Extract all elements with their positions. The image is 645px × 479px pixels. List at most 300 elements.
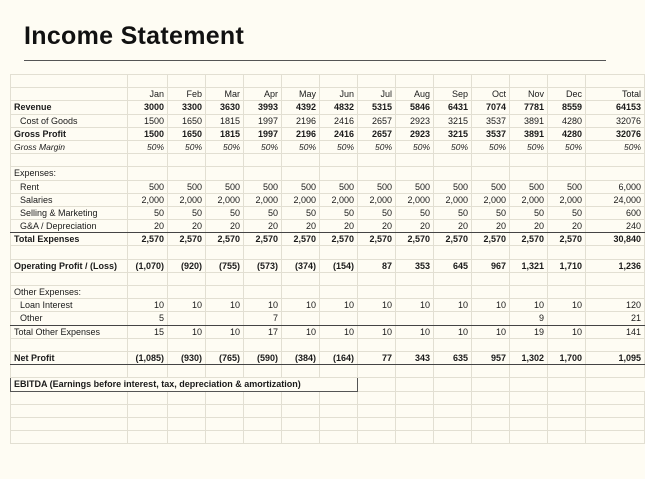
cell	[358, 431, 396, 444]
cell	[206, 365, 244, 378]
month-header: Dec	[548, 88, 586, 101]
cell	[586, 246, 645, 259]
cell	[396, 286, 434, 299]
cell: 500	[434, 180, 472, 193]
cell	[586, 75, 645, 88]
cell: 20	[434, 220, 472, 233]
cell	[128, 286, 168, 299]
cell: 20	[472, 220, 510, 233]
cell	[168, 391, 206, 404]
cell	[434, 404, 472, 417]
cell: 4832	[320, 101, 358, 114]
cell	[282, 365, 320, 378]
cell	[128, 391, 168, 404]
cell: 8559	[548, 101, 586, 114]
cell: 3891	[510, 114, 548, 127]
cell: 20	[206, 220, 244, 233]
cell	[206, 338, 244, 351]
cell: (930)	[168, 351, 206, 364]
month-header: Nov	[510, 88, 548, 101]
cell: 2657	[358, 127, 396, 140]
cell: 20	[128, 220, 168, 233]
month-header: Jul	[358, 88, 396, 101]
cell: 500	[320, 180, 358, 193]
cell: (765)	[206, 351, 244, 364]
cell	[358, 404, 396, 417]
cell: 500	[358, 180, 396, 193]
cell	[320, 286, 358, 299]
row-label	[11, 417, 128, 430]
table-row	[11, 325, 645, 338]
cell: 2,570	[282, 233, 320, 246]
cell: 50%	[282, 140, 320, 153]
cell: 50	[548, 206, 586, 219]
cell: 500	[510, 180, 548, 193]
blank-row	[11, 246, 645, 259]
cell: 2,570	[434, 233, 472, 246]
month-header: Mar	[206, 88, 244, 101]
table-row	[11, 378, 645, 391]
cell: (1,085)	[128, 351, 168, 364]
row-label: Gross Profit	[11, 127, 128, 140]
cell	[244, 246, 282, 259]
cell: 353	[396, 259, 434, 272]
cell	[586, 431, 645, 444]
cell	[358, 391, 396, 404]
cell	[282, 417, 320, 430]
cell	[244, 365, 282, 378]
cell: 10	[396, 325, 434, 338]
cell	[548, 75, 586, 88]
cell: 77	[358, 351, 396, 364]
table-row	[11, 220, 645, 233]
cell	[472, 246, 510, 259]
cell: 4392	[282, 101, 320, 114]
cell: (384)	[282, 351, 320, 364]
cell	[168, 338, 206, 351]
cell	[472, 391, 510, 404]
cell	[510, 404, 548, 417]
cell	[472, 431, 510, 444]
cell	[396, 167, 434, 180]
blank-row	[11, 272, 645, 285]
cell	[510, 431, 548, 444]
cell: 20	[510, 220, 548, 233]
table-row	[11, 193, 645, 206]
table-row	[11, 206, 645, 219]
row-label	[11, 246, 128, 259]
cell	[548, 272, 586, 285]
cell	[434, 272, 472, 285]
cell: 3215	[434, 114, 472, 127]
cell	[510, 167, 548, 180]
cell: 50	[510, 206, 548, 219]
cell	[206, 312, 244, 325]
cell	[282, 391, 320, 404]
cell	[548, 286, 586, 299]
cell: 500	[206, 180, 244, 193]
cell: 4280	[548, 127, 586, 140]
cell	[548, 312, 586, 325]
row-label: G&A / Depreciation	[11, 220, 128, 233]
blank-row	[11, 154, 645, 167]
table-row	[11, 312, 645, 325]
cell: 32076	[586, 127, 645, 140]
cell: 10	[206, 299, 244, 312]
cell	[396, 404, 434, 417]
row-label: Other	[11, 312, 128, 325]
cell	[396, 431, 434, 444]
month-header: May	[282, 88, 320, 101]
cell	[128, 338, 168, 351]
row-label: Gross Margin	[11, 140, 128, 153]
cell: (755)	[206, 259, 244, 272]
cell	[548, 365, 586, 378]
table-row	[11, 299, 645, 312]
cell: 20	[168, 220, 206, 233]
cell: 30,840	[586, 233, 645, 246]
cell: 957	[472, 351, 510, 364]
cell	[396, 75, 434, 88]
row-label: Total Other Expenses	[11, 325, 128, 338]
cell	[206, 404, 244, 417]
cell: 3993	[244, 101, 282, 114]
cell	[358, 378, 396, 391]
cell	[472, 75, 510, 88]
cell: 20	[320, 220, 358, 233]
row-label	[11, 431, 128, 444]
cell	[548, 246, 586, 259]
cell	[282, 404, 320, 417]
cell	[434, 338, 472, 351]
cell	[396, 417, 434, 430]
row-label	[11, 404, 128, 417]
cell	[548, 167, 586, 180]
cell	[434, 75, 472, 88]
cell	[586, 365, 645, 378]
cell: 120	[586, 299, 645, 312]
cell	[472, 286, 510, 299]
cell	[586, 417, 645, 430]
cell: 500	[548, 180, 586, 193]
cell: 50%	[206, 140, 244, 153]
cell: 2,000	[282, 193, 320, 206]
month-header: Aug	[396, 88, 434, 101]
cell: 1997	[244, 127, 282, 140]
row-label	[11, 391, 128, 404]
cell	[244, 404, 282, 417]
income-statement-table	[10, 74, 645, 444]
cell: 7074	[472, 101, 510, 114]
cell: 50	[168, 206, 206, 219]
month-header: Apr	[244, 88, 282, 101]
cell: 2,000	[168, 193, 206, 206]
cell: 2416	[320, 114, 358, 127]
cell: 7781	[510, 101, 548, 114]
cell: 21	[586, 312, 645, 325]
cell	[206, 431, 244, 444]
cell: 2,000	[396, 193, 434, 206]
cell: 6,000	[586, 180, 645, 193]
cell	[548, 378, 586, 391]
cell: 50%	[320, 140, 358, 153]
cell	[510, 365, 548, 378]
row-label	[11, 338, 128, 351]
cell	[128, 272, 168, 285]
cell: 2,570	[168, 233, 206, 246]
cell: 10	[548, 325, 586, 338]
cell: 2196	[282, 114, 320, 127]
row-label: Cost of Goods	[11, 114, 128, 127]
cell: 2,570	[510, 233, 548, 246]
cell: 3537	[472, 114, 510, 127]
row-label: Operating Profit / (Loss)	[11, 259, 128, 272]
cell	[472, 338, 510, 351]
cell: 10	[434, 325, 472, 338]
cell: 50%	[472, 140, 510, 153]
cell	[434, 417, 472, 430]
blank-row	[11, 365, 645, 378]
cell: 1650	[168, 127, 206, 140]
blank-row	[11, 431, 645, 444]
cell	[358, 417, 396, 430]
cell	[320, 365, 358, 378]
cell: 50	[282, 206, 320, 219]
table-row	[11, 180, 645, 193]
cell: 15	[128, 325, 168, 338]
cell	[434, 154, 472, 167]
cell: 967	[472, 259, 510, 272]
cell: 32076	[586, 114, 645, 127]
cell: 2,000	[510, 193, 548, 206]
cell: 3300	[168, 101, 206, 114]
cell: 10	[358, 299, 396, 312]
cell	[510, 246, 548, 259]
cell: 3537	[472, 127, 510, 140]
cell	[434, 167, 472, 180]
blank-row	[11, 404, 645, 417]
cell	[510, 75, 548, 88]
cell: 50	[320, 206, 358, 219]
cell	[282, 272, 320, 285]
cell	[358, 286, 396, 299]
cell: 64153	[586, 101, 645, 114]
cell	[168, 431, 206, 444]
cell: 1,302	[510, 351, 548, 364]
blank-row	[11, 75, 645, 88]
cell: 19	[510, 325, 548, 338]
cell: 20	[548, 220, 586, 233]
cell: 9	[510, 312, 548, 325]
cell: 3215	[434, 127, 472, 140]
cell: 1,095	[586, 351, 645, 364]
cell	[472, 154, 510, 167]
cell	[320, 246, 358, 259]
cell: 500	[472, 180, 510, 193]
cell	[168, 154, 206, 167]
month-header: Oct	[472, 88, 510, 101]
table-row	[11, 114, 645, 127]
table-row	[11, 351, 645, 364]
cell: 10	[168, 299, 206, 312]
cell	[320, 154, 358, 167]
cell: (154)	[320, 259, 358, 272]
cell	[396, 246, 434, 259]
cell: 2196	[282, 127, 320, 140]
cell: 10	[396, 299, 434, 312]
income-statement-sheet	[10, 74, 641, 444]
cell: (590)	[244, 351, 282, 364]
cell	[586, 167, 645, 180]
cell: 50	[206, 206, 244, 219]
cell	[244, 154, 282, 167]
month-header: Feb	[168, 88, 206, 101]
cell	[358, 154, 396, 167]
cell	[586, 391, 645, 404]
cell	[510, 154, 548, 167]
cell: 6431	[434, 101, 472, 114]
cell: 500	[244, 180, 282, 193]
cell	[320, 312, 358, 325]
cell	[472, 167, 510, 180]
cell: 2923	[396, 114, 434, 127]
month-header: Jun	[320, 88, 358, 101]
cell: 50%	[548, 140, 586, 153]
cell: 1815	[206, 127, 244, 140]
cell	[282, 75, 320, 88]
row-label: Selling & Marketing	[11, 206, 128, 219]
cell	[244, 75, 282, 88]
cell	[472, 312, 510, 325]
cell	[434, 431, 472, 444]
cell	[168, 365, 206, 378]
cell	[206, 391, 244, 404]
cell	[206, 286, 244, 299]
cell: 24,000	[586, 193, 645, 206]
cell: 50%	[586, 140, 645, 153]
cell	[168, 312, 206, 325]
cell	[282, 167, 320, 180]
cell: 20	[358, 220, 396, 233]
cell: 1997	[244, 114, 282, 127]
cell	[206, 417, 244, 430]
table-row	[11, 259, 645, 272]
cell: 10	[244, 299, 282, 312]
cell: (1,070)	[128, 259, 168, 272]
blank-row	[11, 391, 645, 404]
cell: 2,570	[396, 233, 434, 246]
cell: 20	[396, 220, 434, 233]
cell	[282, 246, 320, 259]
cell	[396, 391, 434, 404]
cell: 7	[244, 312, 282, 325]
cell: 2,000	[206, 193, 244, 206]
cell	[206, 154, 244, 167]
cell: 50	[244, 206, 282, 219]
cell	[358, 338, 396, 351]
row-label	[11, 88, 128, 101]
cell: 1,710	[548, 259, 586, 272]
cell: 2,570	[320, 233, 358, 246]
cell	[358, 75, 396, 88]
cell	[282, 338, 320, 351]
row-label	[11, 365, 128, 378]
row-label: Expenses:	[11, 167, 128, 180]
cell	[472, 404, 510, 417]
row-label: Revenue	[11, 101, 128, 114]
row-label	[11, 272, 128, 285]
cell	[434, 391, 472, 404]
cell	[320, 338, 358, 351]
row-label	[11, 75, 128, 88]
cell: 10	[128, 299, 168, 312]
cell: 2,000	[548, 193, 586, 206]
cell	[244, 167, 282, 180]
cell: 50%	[510, 140, 548, 153]
cell	[244, 391, 282, 404]
cell: 1,700	[548, 351, 586, 364]
cell	[128, 75, 168, 88]
cell: 17	[244, 325, 282, 338]
cell	[358, 312, 396, 325]
cell: 500	[282, 180, 320, 193]
cell	[128, 365, 168, 378]
cell: 1500	[128, 127, 168, 140]
cell: 50	[434, 206, 472, 219]
cell	[168, 246, 206, 259]
cell: (374)	[282, 259, 320, 272]
cell	[128, 404, 168, 417]
cell: 2,570	[244, 233, 282, 246]
cell	[206, 75, 244, 88]
cell	[396, 154, 434, 167]
table-row	[11, 101, 645, 114]
cell: 2,000	[128, 193, 168, 206]
cell: 2,570	[128, 233, 168, 246]
cell	[396, 365, 434, 378]
cell: 50	[128, 206, 168, 219]
cell	[206, 246, 244, 259]
cell: 3000	[128, 101, 168, 114]
table-row	[11, 286, 645, 299]
cell: 2,570	[548, 233, 586, 246]
cell: 500	[128, 180, 168, 193]
cell	[472, 417, 510, 430]
cell	[396, 272, 434, 285]
cell: (920)	[168, 259, 206, 272]
cell: 2,000	[244, 193, 282, 206]
cell: 10	[282, 325, 320, 338]
cell: 343	[396, 351, 434, 364]
blank-row	[11, 417, 645, 430]
table-row	[11, 140, 645, 153]
cell	[358, 246, 396, 259]
blank-row	[11, 338, 645, 351]
row-label: Rent	[11, 180, 128, 193]
cell: 500	[168, 180, 206, 193]
row-label: Salaries	[11, 193, 128, 206]
cell: 50%	[434, 140, 472, 153]
cell	[244, 431, 282, 444]
cell: 3891	[510, 127, 548, 140]
cell: (164)	[320, 351, 358, 364]
cell	[510, 417, 548, 430]
cell	[472, 272, 510, 285]
cell	[510, 286, 548, 299]
cell: 20	[244, 220, 282, 233]
cell	[128, 167, 168, 180]
cell	[320, 404, 358, 417]
